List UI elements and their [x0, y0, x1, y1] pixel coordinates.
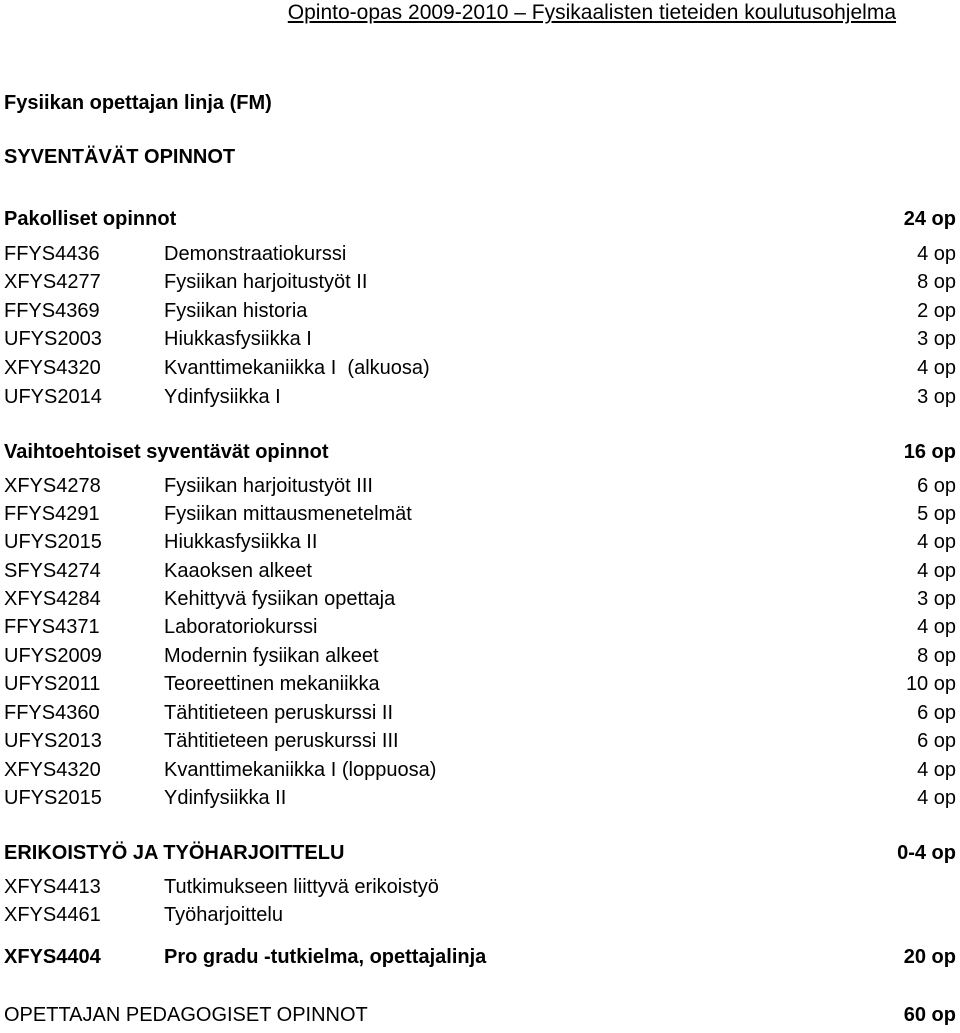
course-code: UFYS2015: [4, 531, 102, 553]
course-code: XFYS4320: [4, 759, 101, 781]
course-name: Ydinfysiikka I: [164, 386, 281, 408]
course-row: [4, 328, 956, 354]
course-credits: 3 op: [917, 386, 956, 408]
course-name: Laboratoriokurssi: [164, 616, 318, 638]
course-code: XFYS4284: [4, 588, 101, 610]
course-credits: 3 op: [917, 588, 956, 610]
course-name: Kaaoksen alkeet: [164, 560, 312, 582]
course-credits: 5 op: [917, 503, 956, 525]
course-credits: 4 op: [917, 759, 956, 781]
thesis-row: [4, 946, 956, 972]
course-credits: 4 op: [917, 787, 956, 809]
section-credits: 24 op: [903, 208, 956, 230]
course-code: XFYS4413: [4, 876, 101, 898]
course-row: [4, 503, 956, 529]
course-row: [4, 616, 956, 642]
course-credits: 6 op: [917, 702, 956, 724]
course-code: XFYS4278: [4, 475, 101, 497]
course-code: UFYS2014: [4, 386, 102, 408]
course-name: Kehittyvä fysiikan opettaja: [164, 588, 396, 610]
course-row: [4, 386, 956, 412]
course-name: Tähtitieteen peruskurssi III: [164, 730, 399, 752]
course-name: Hiukkasfysiikka I: [164, 328, 312, 350]
section-title: Pakolliset opinnot: [4, 208, 177, 230]
course-row: [4, 787, 956, 813]
course-code: FFYS4360: [4, 702, 100, 724]
course-code: FFYS4371: [4, 616, 100, 638]
course-row: [4, 904, 956, 930]
course-row: [4, 271, 956, 297]
page-header-title: Opinto-opas 2009-2010 – Fysikaalisten tieteiden koulutusohjelma: [287, 1, 896, 24]
course-name: Kvanttimekaniikka I (loppuosa): [164, 759, 437, 781]
course-name: Demonstraatiokurssi: [164, 243, 347, 265]
course-code: FFYS4291: [4, 503, 100, 525]
course-name: Työharjoittelu: [164, 904, 283, 926]
course-row: [4, 876, 956, 902]
course-credits: 8 op: [917, 271, 956, 293]
course-name: Tutkimukseen liittyvä erikoistyö: [164, 876, 439, 898]
course-credits: 4 op: [917, 243, 956, 265]
line-title: Fysiikan opettajan linja (FM): [4, 92, 272, 114]
course-credits: 6 op: [917, 475, 956, 497]
course-code: SFYS4274: [4, 560, 101, 582]
course-row: [4, 531, 956, 557]
course-code: UFYS2011: [4, 673, 101, 695]
course-credits: 4 op: [917, 616, 956, 638]
course-row: [4, 759, 956, 785]
course-name: Hiukkasfysiikka II: [164, 531, 318, 553]
course-credits: 10 op: [905, 673, 956, 695]
course-code: UFYS2015: [4, 787, 102, 809]
course-row: [4, 673, 956, 699]
course-row: [4, 357, 956, 383]
course-name: Modernin fysiikan alkeet: [164, 645, 379, 667]
course-row: [4, 702, 956, 728]
course-credits: 8 op: [917, 645, 956, 667]
course-credits: 4 op: [917, 560, 956, 582]
section-mandatory-header: [4, 208, 956, 231]
course-code: XFYS4277: [4, 271, 101, 293]
section-credits: 0-4 op: [897, 842, 956, 864]
course-row: [4, 730, 956, 756]
course-name: Teoreettinen mekaniikka: [164, 673, 380, 695]
course-code: FFYS4369: [4, 300, 100, 322]
course-code: XFYS4320: [4, 357, 101, 379]
thesis-credits: 20 op: [903, 946, 956, 968]
section-title: Vaihtoehtoiset syventävät opinnot: [4, 441, 329, 463]
course-code: UFYS2003: [4, 328, 102, 350]
thesis-code: XFYS4404: [4, 946, 101, 968]
section-title: OPETTAJAN PEDAGOGISET OPINNOT: [4, 1004, 368, 1026]
main-heading: SYVENTÄVÄT OPINNOT: [4, 146, 236, 168]
section-credits: 60 op: [903, 1004, 956, 1026]
course-name: Fysiikan mittausmenetelmät: [164, 503, 412, 525]
course-code: XFYS4461: [4, 904, 101, 926]
course-name: Fysiikan harjoitustyöt II: [164, 271, 368, 293]
course-row: [4, 243, 956, 269]
course-row: [4, 560, 956, 586]
section-title: ERIKOISTYÖ JA TYÖHARJOITTELU: [4, 842, 345, 864]
section-special-header: [4, 842, 956, 865]
course-credits: 6 op: [917, 730, 956, 752]
course-code: UFYS2013: [4, 730, 102, 752]
section-optional-header: [4, 441, 956, 464]
course-credits: 3 op: [917, 328, 956, 350]
course-name: Fysiikan historia: [164, 300, 308, 322]
course-row: [4, 645, 956, 671]
course-row: [4, 300, 956, 326]
course-name: Kvanttimekaniikka I (alkuosa): [164, 357, 430, 379]
section-pedagogy-header: [4, 1004, 956, 1027]
course-name: Tähtitieteen peruskurssi II: [164, 702, 393, 724]
course-credits: 4 op: [917, 357, 956, 379]
course-credits: 4 op: [917, 531, 956, 553]
course-row: [4, 588, 956, 614]
course-code: FFYS4436: [4, 243, 100, 265]
course-name: Ydinfysiikka II: [164, 787, 287, 809]
thesis-name: Pro gradu -tutkielma, opettajalinja: [164, 946, 487, 968]
section-credits: 16 op: [903, 441, 956, 463]
course-row: [4, 475, 956, 501]
course-code: UFYS2009: [4, 645, 102, 667]
course-credits: 2 op: [917, 300, 956, 322]
course-name: Fysiikan harjoitustyöt III: [164, 475, 373, 497]
